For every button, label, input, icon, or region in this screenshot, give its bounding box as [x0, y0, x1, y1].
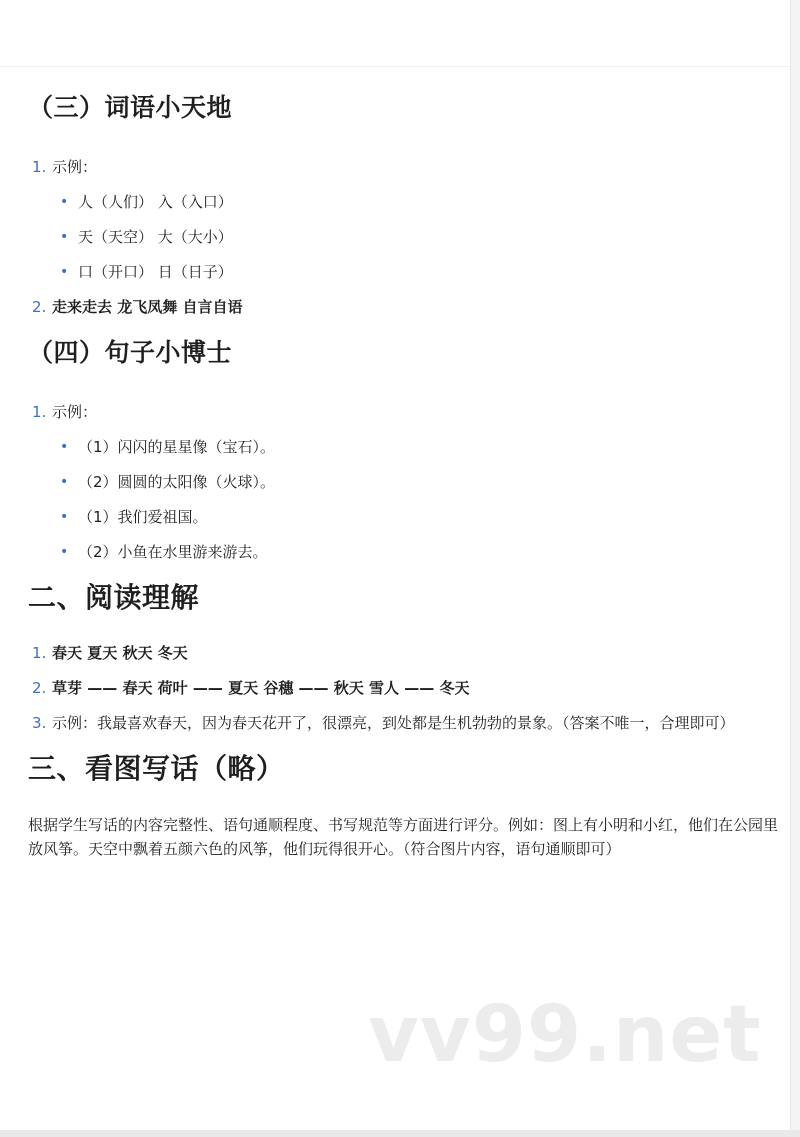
list-item-text: 示例： [52, 158, 98, 176]
bullet-text: （1）闪闪的星星像（宝石）。 [78, 438, 276, 456]
list-item-text: 草芽 —— 春天 荷叶 —— 夏天 谷穗 —— 秋天 雪人 —— 冬天 [52, 679, 470, 697]
list-item-text: 春天 夏天 秋天 冬天 [52, 644, 188, 662]
list-number: 1. [32, 644, 47, 662]
list-number: 2. [32, 298, 47, 316]
list-item-text: 示例：我最喜欢春天，因为春天花开了，很漂亮，到处都是生机勃勃的景象。（答案不唯一，合理即可） [52, 714, 735, 732]
document-content [28, 86, 778, 861]
list-number: 1. [32, 403, 47, 421]
list-item [32, 156, 778, 283]
bullet-text: 人（人们） 入（入口） [78, 193, 233, 211]
bullet-item [60, 506, 778, 528]
section-words-list [28, 156, 778, 318]
bullet-text: 天（天空） 大（大小） [78, 228, 233, 246]
bullet-dot-icon: • [60, 544, 69, 560]
bullet-dot-icon: • [60, 194, 69, 210]
section-writing-paragraph: 根据学生写话的内容完整性、语句通顺程度、书写规范等方面进行评分。例如：图上有小明和小红，他们在公园里放风筝。天空中飘着五颜六色的风筝，他们玩得很开心。（符合图片内容，语句通顺即可） [28, 816, 779, 858]
page-header-band [0, 0, 790, 67]
list-item [32, 642, 778, 664]
list-item [32, 296, 778, 318]
bullet-item [60, 226, 778, 248]
bullet-text: 口（开口） 日（日子） [78, 263, 233, 281]
example-bullets [52, 436, 778, 563]
bullet-item [60, 191, 778, 213]
page-bottom-edge [0, 1130, 800, 1137]
section-writing-heading: 三、看图写话（略） [28, 752, 285, 785]
list-number: 1. [32, 158, 47, 176]
section-sentences-heading: （四）句子小博士 [28, 338, 233, 367]
bullet-item [60, 436, 778, 458]
bullet-text: （1）我们爱祖国。 [78, 508, 208, 526]
bullet-item [60, 471, 778, 493]
bullet-text: （2）小鱼在水里游来游去。 [78, 543, 268, 561]
section-reading-heading: 二、阅读理解 [28, 581, 200, 614]
section-reading-list [28, 642, 778, 734]
bullet-dot-icon: • [60, 439, 69, 455]
bullet-item [60, 541, 778, 563]
watermark-text: vv99.net [368, 990, 762, 1080]
list-item [32, 401, 778, 563]
section-words-heading: （三）词语小天地 [28, 93, 233, 122]
example-bullets [52, 191, 778, 283]
bullet-text: （2）圆圆的太阳像（火球）。 [78, 473, 276, 491]
section-sentences-list [28, 401, 778, 563]
bullet-dot-icon: • [60, 474, 69, 490]
list-item [32, 712, 778, 734]
list-number: 3. [32, 714, 47, 732]
list-item [32, 677, 778, 699]
list-item-text: 走来走去 龙飞凤舞 自言自语 [52, 298, 243, 316]
bullet-item [60, 261, 778, 283]
list-item-text: 示例： [52, 403, 98, 421]
list-number: 2. [32, 679, 47, 697]
bullet-dot-icon: • [60, 229, 69, 245]
bullet-dot-icon: • [60, 264, 69, 280]
bullet-dot-icon: • [60, 509, 69, 525]
